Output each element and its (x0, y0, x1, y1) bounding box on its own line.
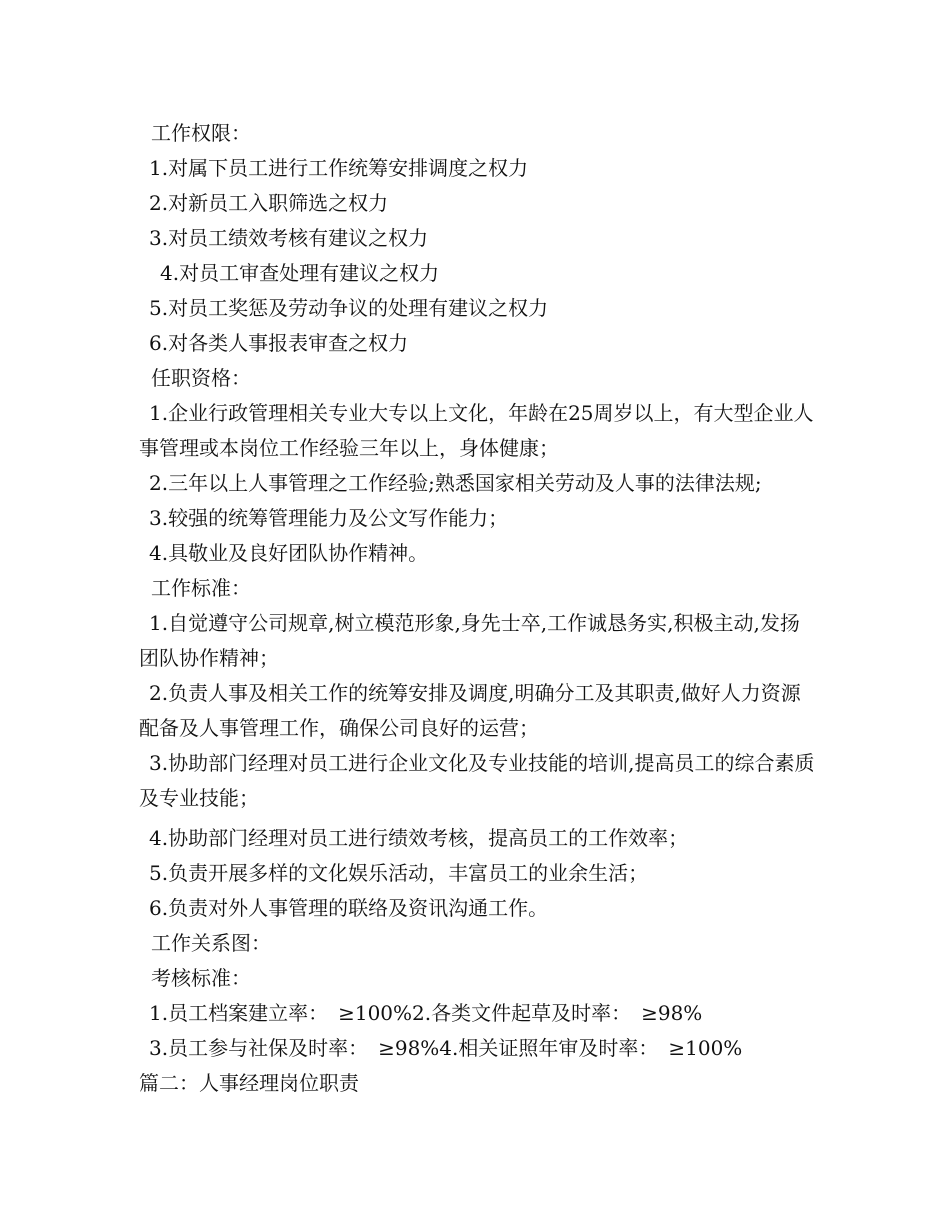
section-heading-work-standards: 工作标准： (151, 576, 251, 600)
list-item: 3.对员工绩效考核有建议之权力 (149, 226, 429, 250)
list-item: 1.对属下员工进行工作统筹安排调度之权力 (149, 156, 529, 180)
list-item: 4.协助部门经理对员工进行绩效考核，提高员工的工作效率； (149, 826, 689, 850)
list-item: 3.较强的统筹管理能力及公文写作能力； (149, 506, 509, 530)
section-heading-assessment: 考核标准： (151, 966, 251, 990)
list-item: 1.自觉遵守公司规章,树立模范形象,身先士卒,工作诚恳务实,积极主动,发扬团队协作精神； (139, 611, 800, 670)
next-section-title: 篇二：人事经理岗位职责 (139, 1071, 359, 1095)
list-item: 4.对员工审查处理有建议之权力 (160, 261, 440, 285)
assessment-line: 1.员工档案建立率： ≥100%2.各类文件起草及时率： ≥98% (149, 1001, 703, 1025)
assessment-line: 3.员工参与社保及时率： ≥98%4.相关证照年审及时率： ≥100% (149, 1036, 743, 1060)
section-heading-qualifications: 任职资格： (151, 366, 251, 390)
list-item: 1.企业行政管理相关专业大专以上文化，年龄在25周岁以上，有大型企业人事管理或本岗位工作经验三年以上，身体健康； (139, 401, 814, 460)
list-item: 4.具敬业及良好团队协作精神。 (149, 541, 429, 565)
section-heading-relationship-chart: 工作关系图： (151, 931, 271, 955)
section-heading-work-authority: 工作权限： (151, 121, 251, 145)
list-item: 5.对员工奖惩及劳动争议的处理有建议之权力 (149, 296, 549, 320)
list-item: 6.对各类人事报表审查之权力 (149, 331, 409, 355)
list-item: 2.负责人事及相关工作的统筹安排及调度,明确分工及其职责,做好人力资源配备及人事管理工作，确保公司良好的运营； (139, 681, 801, 740)
list-item: 2.对新员工入职筛选之权力 (149, 191, 389, 215)
list-item: 5.负责开展多样的文化娱乐活动，丰富员工的业余生活； (149, 861, 649, 885)
list-item: 3.协助部门经理对员工进行企业文化及专业技能的培训,提高员工的综合素质及专业技能； (139, 751, 815, 810)
list-item: 6.负责对外人事管理的联络及资讯沟通工作。 (149, 896, 549, 920)
list-item: 2.三年以上人事管理之工作经验;熟悉国家相关劳动及人事的法律法规; (149, 471, 762, 495)
